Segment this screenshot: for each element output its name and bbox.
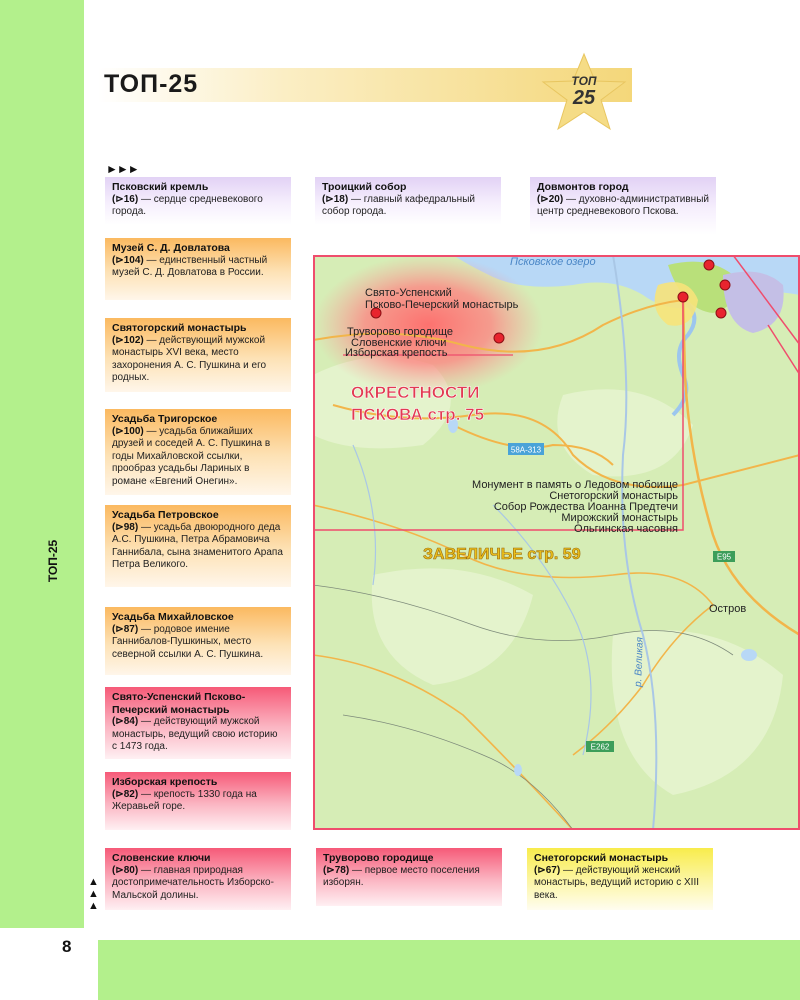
card-page-ref: (⊳87) [112, 623, 139, 635]
label-pechory-1: Свято-Успенский [365, 287, 452, 299]
card-title: Троицкий собор [322, 181, 407, 193]
bottom-band [98, 940, 800, 1000]
page-number: 8 [62, 937, 72, 956]
card-desc: — действующий мужской монастырь, ведущий свою историю с 1473 года. [112, 716, 278, 752]
card-desc: — действующий женский монастырь, ведущий историю с XIII века. [534, 864, 699, 901]
card-page-ref: (⊳84) [112, 716, 139, 727]
card-desc: — единственный частный музей С. Д. Довлатова в России. [112, 254, 268, 278]
road-e95: E95 [716, 552, 732, 562]
card-desc: — главный кафедральный собор города. [322, 193, 475, 217]
card-page-ref: (⊳82) [112, 788, 139, 800]
section-side-label [46, 530, 78, 600]
river-label: р. Великая [633, 636, 646, 688]
card-title: Музей С. Д. Довлатова [112, 242, 230, 254]
card-pskov-kremlin[interactable] [105, 177, 291, 225]
region-map[interactable] [313, 255, 800, 830]
card-title: Псковский кремль [112, 181, 209, 193]
road-58a313: 58A-313 [510, 445, 542, 455]
star-line2: 25 [572, 87, 596, 109]
marker-mirozhsky[interactable] [720, 280, 730, 290]
label-izborsk: Изборская крепость [345, 347, 448, 359]
card-desc: — первое место поселения изборян. [323, 864, 480, 888]
card-page-ref: (⊳78) [323, 864, 350, 876]
card-troitsky[interactable] [315, 177, 501, 225]
section-side-text: ТОП-25 [46, 539, 61, 583]
card-title: Труворово городище [323, 852, 434, 864]
card-page-ref: (⊳98) [112, 521, 139, 533]
marker-snetogorsky[interactable] [704, 260, 714, 270]
side-strip [0, 0, 84, 1000]
card-desc: — родовое имение Ганнибалов-Пушкиных, место северной ссылки А. С. Пушкина. [112, 623, 264, 660]
top25-star-icon [538, 52, 630, 132]
arrows-up-icon [88, 876, 102, 912]
okrestnosti-glow [313, 255, 543, 395]
label-monument: Монумент в память о Ледовом побоище [472, 479, 678, 491]
card-desc: — крепость 1330 года на Жеравьей горе. [112, 788, 257, 812]
lake-label: Псковское озеро [510, 256, 596, 268]
card-desc: — главная природная достопримечательность Изборско-Мальской долины. [112, 864, 274, 901]
card-mikhailovskoe[interactable] [105, 607, 291, 675]
card-pechory[interactable] [105, 687, 291, 759]
card-page-ref: (⊳18) [322, 193, 349, 205]
label-pechory-2: Псково-Печерский монастырь [365, 299, 519, 311]
region-zavelichye: ЗАВЕЛИЧЬЕ стр. 59 [423, 546, 581, 563]
card-title: Усадьба Тригорское [112, 413, 218, 425]
arrow-up-icon: ▲ [88, 876, 99, 888]
card-desc: — сердце средневекового города. [112, 193, 263, 217]
card-title: Святогорский монастырь [112, 322, 247, 334]
label-mirozhsky: Мирожский монастырь [561, 512, 678, 524]
card-page-ref: (⊳16) [112, 193, 139, 205]
card-page-ref: (⊳67) [534, 864, 561, 876]
label-slovenskie: Словенские ключи [351, 337, 447, 349]
card-dovlatov[interactable] [105, 238, 291, 300]
label-truvorovo: Труворово городище [347, 326, 454, 338]
card-title: Изборская крепость [112, 776, 218, 788]
label-olginskaya: Ольгинская часовня [574, 523, 678, 535]
card-snetogorsky[interactable] [527, 848, 713, 910]
card-izborsk[interactable] [105, 772, 291, 830]
page-title: ТОП-25 [104, 70, 199, 98]
card-dovmontov[interactable] [530, 177, 716, 235]
page-number-box [0, 928, 98, 1000]
card-page-ref: (⊳20) [537, 193, 564, 205]
card-title: Снетогорский монастырь [534, 852, 669, 864]
card-title: Довмонтов город [537, 181, 629, 193]
map-canvas[interactable] [313, 255, 800, 830]
card-svyatogorsky[interactable] [105, 318, 291, 392]
card-page-ref: (⊳100) [112, 425, 144, 437]
marker-kremlin[interactable] [678, 292, 688, 302]
town-ostrov: Остров [709, 603, 747, 615]
card-page-ref: (⊳102) [112, 334, 144, 346]
road-e262: E262 [590, 742, 610, 752]
card-page-ref: (⊳80) [112, 864, 139, 876]
card-trigorskoe[interactable] [105, 409, 291, 495]
card-desc: — действующий мужской монастырь XVI века, место захоронения А. С. Пушкина и его родных. [112, 334, 267, 383]
region-okrestnosti-2: ПСКОВА стр. 75 [351, 405, 485, 424]
card-desc: — усадьба двоюродного деда А.С. Пушкина, Петра Абрамовича Ганнибала, сына знаменитого Арапа Петра Великого. [112, 521, 283, 570]
card-truvorovo[interactable] [316, 848, 502, 906]
card-desc: — духовно-административный центр средневекового Пскова. [537, 193, 709, 217]
label-snetogorsky: Снетогорский монастырь [549, 490, 678, 502]
arrows-right-icon: ►►► [106, 162, 139, 176]
card-petrovskoe[interactable] [105, 505, 291, 587]
card-title: Словенские ключи [112, 852, 211, 864]
marker-olginskaya[interactable] [716, 308, 726, 318]
arrow-up-icon: ▲ [88, 900, 99, 912]
star-line1: ТОП [571, 74, 597, 88]
marker-izborsk[interactable] [494, 333, 504, 343]
small-lake [514, 764, 522, 776]
card-page-ref: (⊳104) [112, 254, 144, 266]
card-slovenskie[interactable] [105, 848, 291, 910]
region-okrestnosti-1: ОКРЕСТНОСТИ [351, 383, 480, 402]
small-lake [741, 649, 757, 661]
label-sobor: Собор Рождества Иоанна Предтечи [493, 501, 678, 513]
card-title: Усадьба Михайловское [112, 611, 234, 623]
card-title: Свято-Успенский Псково-Печерский монастырь [112, 691, 246, 716]
arrow-up-icon: ▲ [88, 888, 99, 900]
card-title: Усадьба Петровское [112, 509, 219, 521]
card-desc: — усадьба ближайших друзей и соседей А. С. Пушкина в годы Михайловской ссылки, прообраз усадьбы Лариных в романе «Евгений Онегин». [112, 425, 271, 487]
